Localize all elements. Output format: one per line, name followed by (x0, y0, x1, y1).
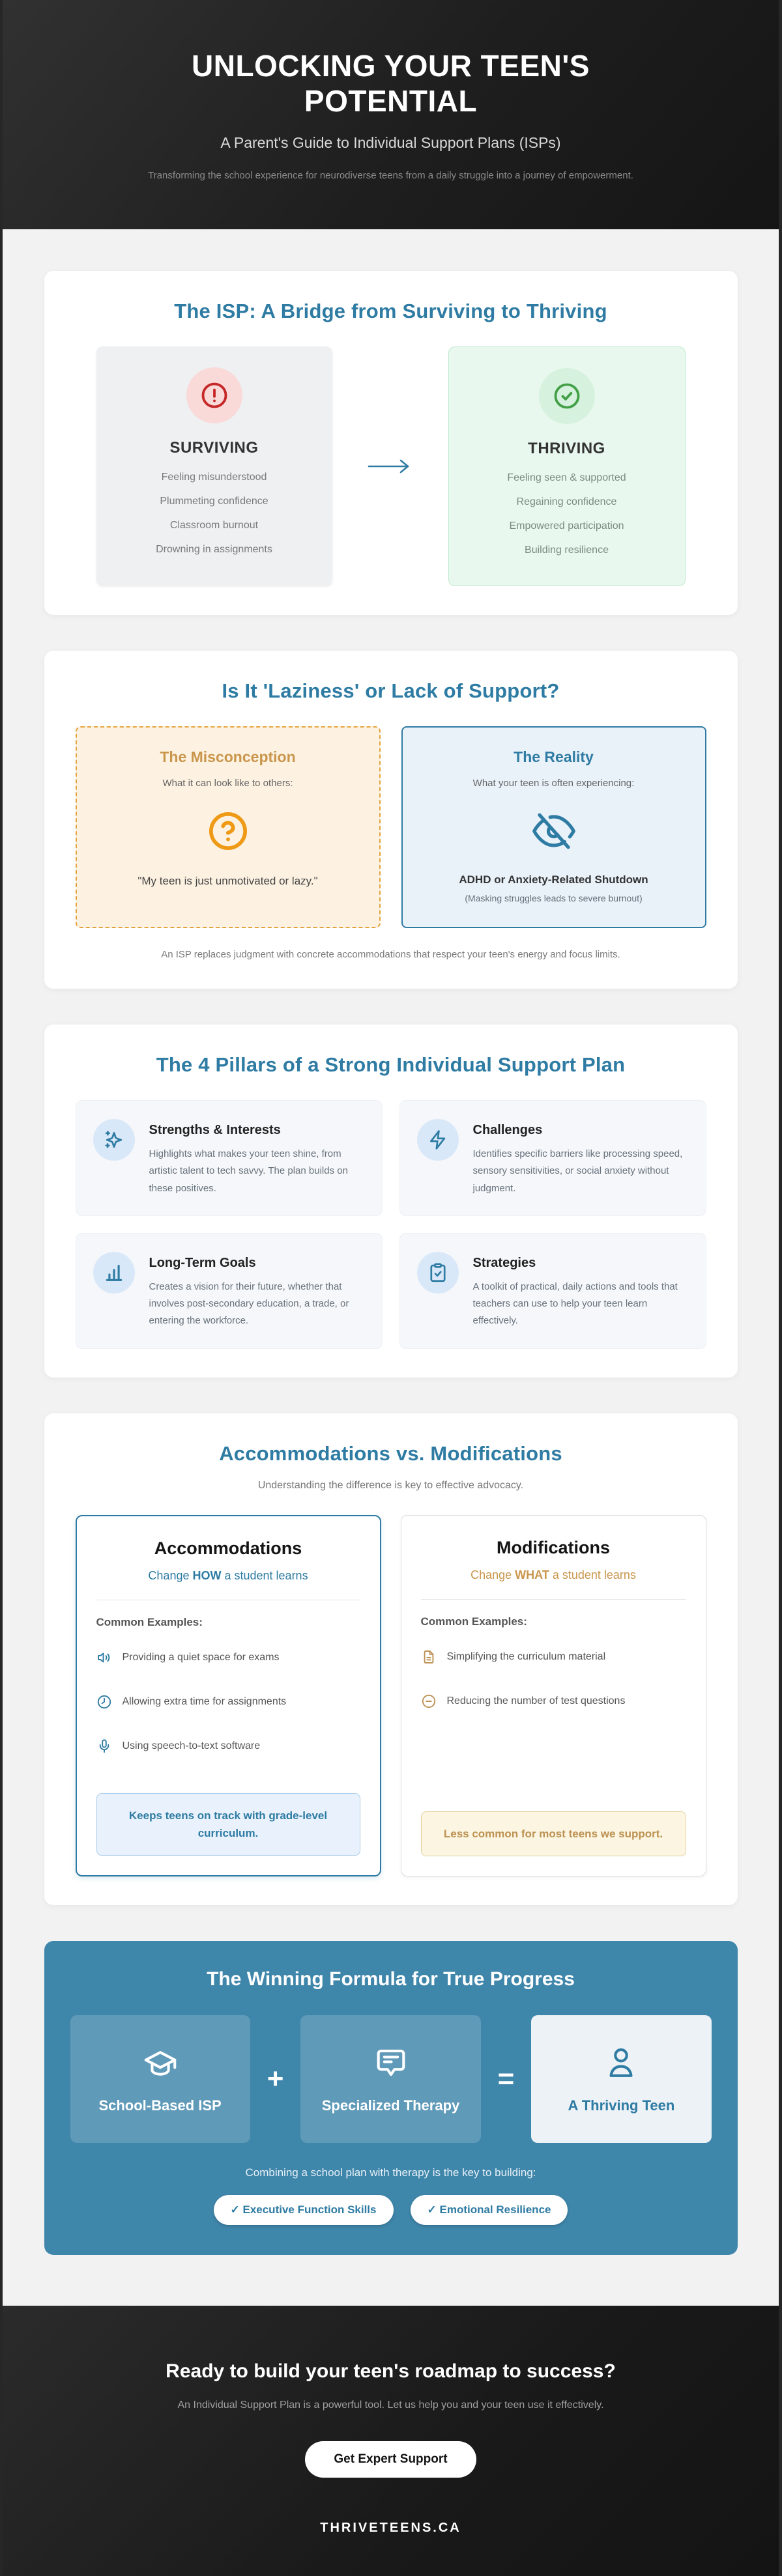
equals-sign: = (497, 2062, 515, 2095)
laziness-section (44, 651, 738, 989)
formula-subtext: Combining a school plan with therapy is the key to building: (245, 2166, 536, 2179)
formula-section (44, 1941, 738, 2255)
surviving-box (96, 347, 332, 586)
examples-label: Common Examples: (420, 1615, 527, 1628)
pillar-strengths (76, 1100, 383, 1216)
badge-label: Emotional Resilience (439, 2203, 551, 2216)
surviving-item: Feeling misunderstood (161, 472, 267, 483)
thriving-box (448, 347, 686, 586)
pillar-body: Creates a vision for their future, whether that involves post-secondary education, a trade, or entering the workforce. (149, 1281, 349, 1327)
lightning-icon (417, 1119, 459, 1161)
reality-subtitle: What your teen is often experiencing: (472, 778, 635, 789)
pillar-title: Challenges (472, 1123, 543, 1137)
change-suffix: a student learns (221, 1568, 308, 1582)
change-prefix: Change (148, 1568, 193, 1582)
accvmod-heading: Accommodations vs. Modifications (219, 1441, 562, 1465)
volume-icon (96, 1650, 112, 1665)
list-item (421, 1693, 686, 1709)
footer-subtext: An Individual Support Plan is a powerful tool. Let us help you and your teen use it effectively. (177, 2399, 604, 2411)
footer-cta (3, 2306, 779, 2576)
reality-note: (Masking struggles leads to severe burnout) (465, 893, 643, 903)
minus-circle-icon (421, 1693, 437, 1709)
list-item-text: Allowing extra time for assignments (122, 1695, 287, 1707)
hero-header (3, 0, 779, 229)
modifications-box (401, 1515, 706, 1876)
person-icon (602, 2044, 640, 2082)
sparkles-icon (93, 1119, 135, 1161)
pillar-body: Highlights what makes your teen shine, from artistic talent to tech savvy. The plan builds on these positives. (149, 1148, 348, 1194)
accommodations-change-line (96, 1569, 360, 1583)
pillar-title: Strengths & Interests (149, 1123, 281, 1137)
modifications-callout: Less common for most teens we support. (421, 1811, 686, 1856)
thriving-item: Regaining confidence (516, 496, 617, 507)
bridge-section (44, 271, 738, 615)
pillar-strategies (399, 1233, 706, 1349)
accommodations-title: Accommodations (154, 1538, 302, 1558)
change-suffix: a student learns (549, 1568, 636, 1581)
clipboard-check-icon (417, 1252, 459, 1294)
formula-badges (70, 2195, 712, 2225)
list-item-text: Simplifying the curriculum material (446, 1650, 606, 1662)
change-word: HOW (192, 1568, 222, 1582)
pillars-heading: The 4 Pillars of a Strong Individual Support Plan (156, 1053, 626, 1076)
list-item (96, 1738, 360, 1754)
reality-title: The Reality (514, 748, 594, 765)
microphone-icon (96, 1738, 112, 1754)
badge-emotional-resilience (411, 2195, 568, 2225)
list-item (96, 1694, 360, 1710)
list-item (96, 1650, 360, 1665)
misconception-quote: "My teen is just unmotivated or lazy." (138, 875, 318, 887)
misconception-subtitle: What it can look like to others: (162, 778, 293, 789)
formula-result-label: A Thriving Teen (568, 2097, 675, 2114)
misconception-title: The Misconception (160, 748, 296, 765)
laziness-footnote: An ISP replaces judgment with concrete accommodations that respect your teen's energy and focus limits. (161, 949, 620, 960)
reality-main-text: ADHD or Anxiety-Related Shutdown (459, 873, 648, 886)
bar-chart-icon (93, 1252, 135, 1294)
formula-result-box (531, 2015, 711, 2143)
formula-row (70, 2015, 712, 2143)
list-item (421, 1649, 686, 1665)
misconception-box (76, 726, 381, 928)
surviving-item: Plummeting confidence (160, 496, 268, 507)
list-item-text: Providing a quiet space for exams (122, 1651, 280, 1663)
badge-label: Executive Function Skills (242, 2203, 377, 2216)
accommodations-box (76, 1515, 381, 1876)
thriving-item: Empowered participation (509, 520, 624, 531)
thriving-item: Feeling seen & supported (507, 472, 626, 483)
accvmod-grid (76, 1515, 706, 1876)
pillar-body: Identifies specific barriers like processing speed, sensory sensitivities, or social anxiety without judgment. (472, 1148, 683, 1194)
examples-label: Common Examples: (96, 1615, 203, 1628)
surviving-title: SURVIVING (169, 439, 259, 457)
footer-heading: Ready to build your teen's roadmap to success? (166, 2360, 616, 2382)
bridge-row (76, 347, 706, 586)
modifications-title: Modifications (497, 1537, 610, 1557)
thriving-item: Building resilience (525, 545, 609, 556)
pillar-title: Strategies (472, 1255, 536, 1270)
modifications-change-line (421, 1568, 686, 1582)
pillar-challenges (399, 1100, 706, 1216)
badge-executive-function (214, 2195, 394, 2225)
list-item-text: Reducing the number of test questions (446, 1695, 626, 1706)
page-title: UNLOCKING YOUR TEEN'S POTENTIAL (192, 48, 590, 118)
question-circle-icon (94, 810, 362, 853)
change-word: WHAT (515, 1568, 549, 1581)
page-tagline: Transforming the school experience for neurodiverse teens from a daily struggle into a journey of empowerment. (148, 170, 633, 182)
laziness-heading: Is It 'Laziness' or Lack of Support? (222, 679, 560, 702)
list-item-text: Using speech-to-text software (122, 1740, 261, 1751)
pillar-body: A toolkit of practical, daily actions and tools that teachers can use to help your teen learn effectively. (472, 1281, 678, 1327)
alert-circle-icon (186, 367, 242, 423)
divider (421, 1599, 686, 1600)
formula-part-label: School-Based ISP (98, 2097, 222, 2114)
thriving-title: THRIVING (528, 440, 605, 457)
formula-therapy-box (300, 2015, 480, 2143)
pillars-grid (76, 1100, 706, 1349)
accvmod-section (44, 1413, 738, 1905)
pillars-section (44, 1025, 738, 1378)
accvmod-subtitle: Understanding the difference is key to effective advocacy. (257, 1479, 524, 1491)
site-name: THRIVETEENS.CA (320, 2520, 461, 2535)
page-subtitle: A Parent's Guide to Individual Support Plans (ISPs) (220, 134, 561, 152)
change-prefix: Change (471, 1568, 515, 1581)
chat-bubble-icon (372, 2044, 410, 2082)
bridge-heading: The ISP: A Bridge from Surviving to Thriving (174, 300, 607, 322)
reality-box (401, 726, 706, 928)
graduation-cap-icon (141, 2044, 179, 2082)
get-expert-support-button[interactable]: Get Expert Support (305, 2441, 476, 2478)
formula-heading: The Winning Formula for True Progress (207, 1968, 575, 1990)
check-mark: ✓ (427, 2203, 437, 2216)
laziness-row (76, 726, 706, 928)
accommodations-callout: Keeps teens on track with grade-level curriculum. (96, 1793, 360, 1856)
formula-part-label: Specialized Therapy (321, 2097, 460, 2114)
main-content (3, 229, 779, 2576)
document-icon (421, 1649, 437, 1665)
plus-sign: + (267, 2062, 284, 2095)
eye-off-icon (420, 810, 688, 853)
pillar-goals (76, 1233, 383, 1349)
clock-icon (96, 1694, 112, 1710)
surviving-item: Drowning in assignments (156, 544, 272, 555)
check-circle-icon (539, 368, 595, 424)
pillar-title: Long-Term Goals (149, 1255, 256, 1270)
check-mark: ✓ (230, 2203, 240, 2216)
surviving-item: Classroom burnout (169, 520, 259, 531)
formula-isp-box (70, 2015, 250, 2143)
arrow-right-icon (355, 347, 426, 586)
